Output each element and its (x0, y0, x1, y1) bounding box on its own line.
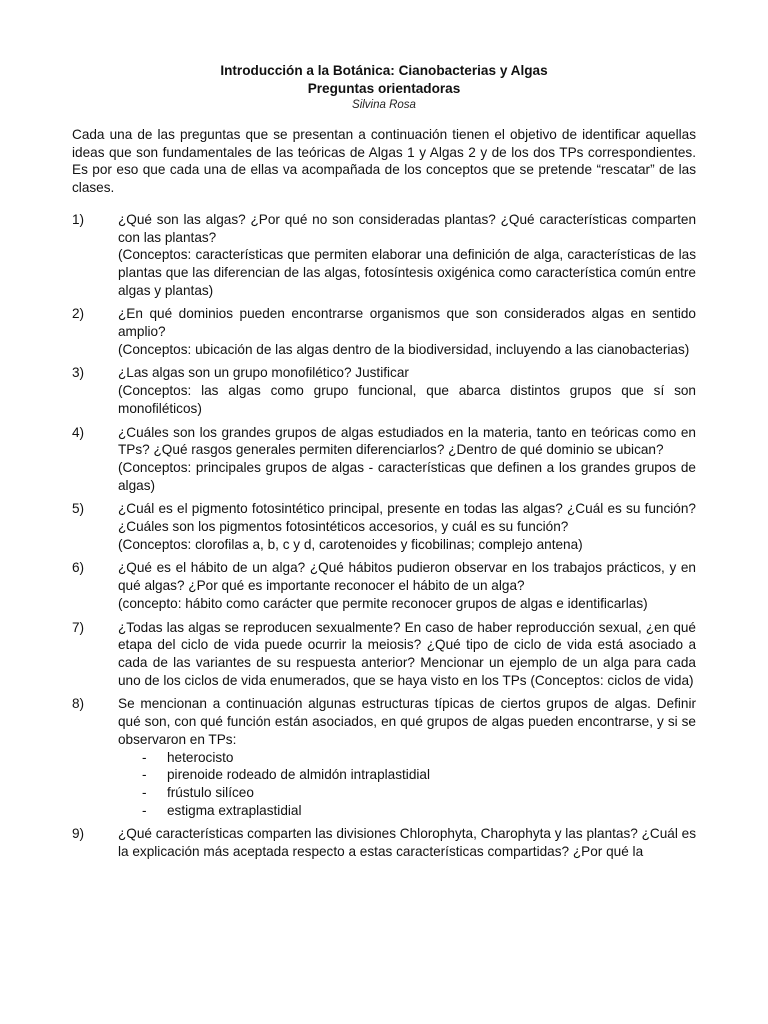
bullet-dash: - (142, 784, 147, 800)
bullet-dash: - (142, 767, 147, 783)
question-text: ¿Qué son las algas? ¿Por qué no son consideradas plantas? ¿Qué características comparten con las plantas? (118, 211, 696, 245)
structure-list-item (118, 766, 696, 784)
question-item (72, 695, 696, 819)
question-text: ¿Todas las algas se reproducen sexualmente? En caso de haber reproducción sexual, ¿en qué etapa del ciclo de vida puede ocurrir la meiosis? ¿Qué tipo de ciclo de vida está asociado a cada de las variantes de su respuesta anterior? Mencionar un ejemplo de un alga para cada uno de los ciclos de vida enumerados, que se haya visto en los TPs (Conceptos: ciclos de vida) (118, 619, 696, 688)
question-text: ¿En qué dominios pueden encontrarse organismos que son considerados algas en sentido amplio? (118, 306, 696, 340)
intro-paragraph: Cada una de las preguntas que se presentan a continuación tienen el objetivo de identificar aquellas ideas que son fundamentales de las teóricas de Algas 1 y Algas 2 y de los dos TPs correspondientes. Es por eso que cada una de ellas va acompañada de los conceptos que se pretende “rescatar” de las clases. (72, 127, 696, 196)
question-text: ¿Cuáles son los grandes grupos de algas estudiados en la materia, tanto en teóricas como en TPs? ¿Qué rasgos generales permiten diferenciarlos? ¿Dentro de qué dominio se ubican? (118, 424, 696, 458)
question-text: ¿Qué es el hábito de un alga? ¿Qué hábitos pudieron observar en los trabajos prácticos, y en qué algas? ¿Por qué es importante reconocer el hábito de un alga? (118, 560, 696, 594)
question-item (72, 305, 696, 358)
document-header (72, 62, 696, 112)
question-concepts: (Conceptos: las algas como grupo funcional, que abarca distintos grupos que sí son monofiléticos) (118, 383, 696, 416)
question-text: ¿Las algas son un grupo monofilético? Justificar (118, 365, 409, 381)
question-body (118, 695, 696, 819)
question-number: 9) (72, 826, 85, 842)
question-number: 6) (72, 560, 85, 576)
question-text: ¿Qué características comparten las divisiones Chlorophyta, Charophyta y las plantas? ¿Cuál es la explicación más aceptada respecto a estas características compartidas? ¿Por qué la (118, 826, 697, 860)
question-number: 1) (72, 211, 85, 227)
question-item (72, 559, 696, 612)
question-text: Se mencionan a continuación algunas estructuras típicas de ciertos grupos de algas. Definir qué son, con qué función están asociados, en qué grupos de algas pueden encontrarse, y si se observaron en TPs: (118, 696, 696, 747)
structure-list-item (118, 749, 696, 767)
document-title: Introducción a la Botánica: Cianobacterias y Algas (220, 63, 548, 78)
question-number: 4) (72, 424, 85, 440)
structure-list-item (118, 802, 696, 820)
question-number: 2) (72, 306, 85, 322)
question-number: 8) (72, 696, 85, 712)
question-item (72, 424, 696, 495)
question-item (72, 825, 696, 860)
structure-name: heterocisto (167, 749, 234, 765)
structure-name: estigma extraplastidial (167, 802, 302, 818)
question-item (72, 619, 696, 690)
document-author: Silvina Rosa (352, 99, 416, 111)
question-number: 7) (72, 619, 85, 635)
question-body (118, 305, 696, 358)
question-body (118, 825, 696, 860)
structure-name: pirenoide rodeado de almidón intraplastidial (167, 767, 430, 783)
question-concepts: (Conceptos: características que permiten elaborar una definición de alga, características de las plantas que las diferencian de las algas, fotosíntesis oxigénica como característica común entre algas y plantas) (118, 247, 696, 298)
question-concepts: (concepto: hábito como carácter que permite reconocer grupos de algas e identificarlas) (118, 595, 648, 611)
structure-name: frústulo silíceo (167, 784, 254, 800)
question-concepts: (Conceptos: principales grupos de algas - características que definen a los grandes grupos de algas) (118, 459, 696, 493)
question-number: 5) (72, 501, 85, 517)
structure-list-item (118, 784, 696, 802)
question-body (118, 211, 696, 300)
question-body (118, 619, 696, 690)
question-body (118, 424, 696, 495)
document-subtitle: Preguntas orientadoras (307, 81, 461, 96)
question-text: ¿Cuál es el pigmento fotosintético principal, presente en todas las algas? ¿Cuál es su función? ¿Cuáles son los pigmentos fotosintéticos accesorios, y cuál es su función? (118, 501, 696, 535)
question-item (72, 211, 696, 300)
question-body (118, 364, 696, 417)
structure-list (118, 749, 696, 820)
bullet-dash: - (142, 802, 147, 818)
bullet-dash: - (142, 749, 147, 765)
question-concepts: (Conceptos: ubicación de las algas dentro de la biodiversidad, incluyendo a las cianobacterias) (118, 341, 690, 357)
question-item (72, 500, 696, 553)
question-item (72, 364, 696, 417)
question-body (118, 559, 696, 612)
question-body (118, 500, 696, 553)
question-list (72, 211, 696, 861)
question-concepts: (Conceptos: clorofilas a, b, c y d, carotenoides y ficobilinas; complejo antena) (118, 536, 583, 552)
question-number: 3) (72, 365, 85, 381)
